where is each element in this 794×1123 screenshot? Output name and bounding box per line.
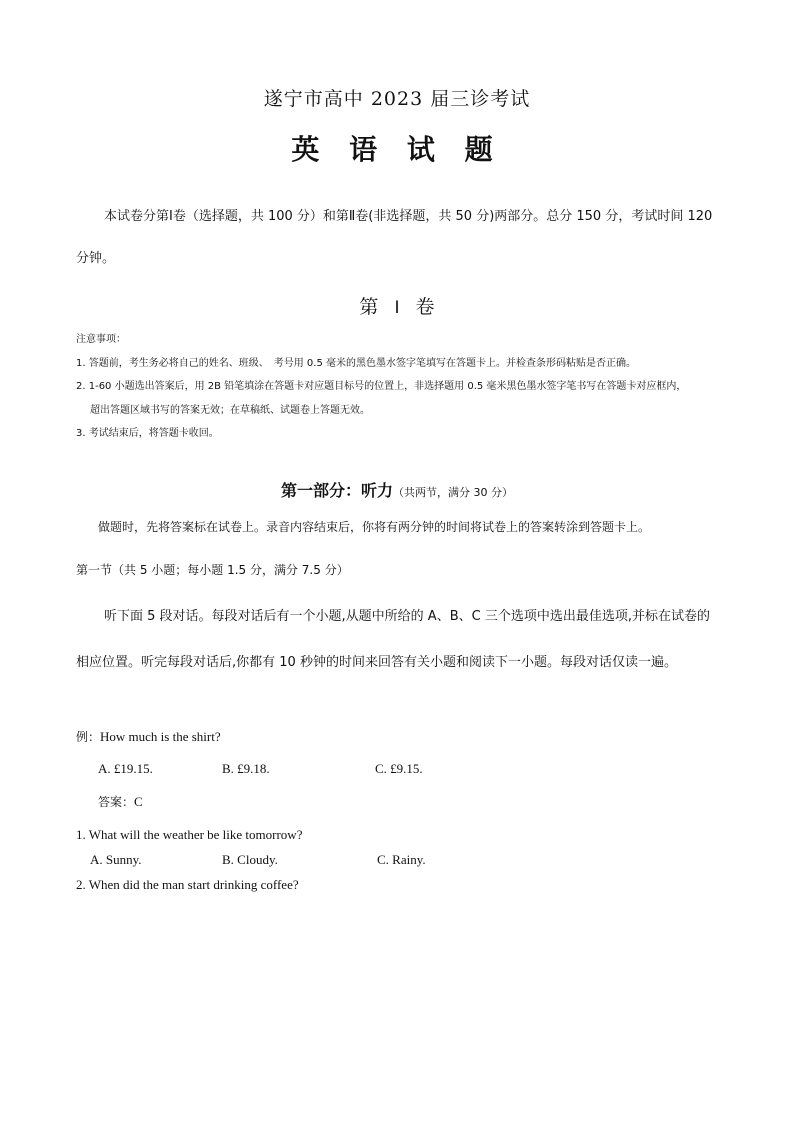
note-item: 2. 1-60 小题选出答案后，用 2B 铅笔填涂在答题卡对应题目标号的位置上，非选择题用 0.5 毫米黑色墨水签字笔书写在答题卡对应框内， [76, 381, 687, 392]
example-question [76, 728, 221, 745]
section-one-title: 第一节（共 5 小题；每小题 1.5 分，满分 7.5 分） [76, 563, 349, 577]
question-1: 1. What will the weather be like tomorrow? [76, 827, 303, 842]
example-label: 例： [76, 730, 101, 744]
option-a: A. Sunny. [90, 852, 142, 867]
note-item: 1. 答题前，考生务必将自己的姓名、班级、 考号用 0.5 毫米的黑色墨水签字笔填写在答题卡上。并检查条形码粘贴是否正确。 [76, 357, 636, 369]
note-item: 3. 考试结束后，将答题卡收回。 [76, 428, 219, 439]
option-a: A. £19.15. [98, 761, 153, 776]
part-one-score: （共两节，满分 30 分） [393, 486, 513, 499]
volume-numeral: Ⅰ [394, 298, 400, 317]
question-2: 2. When did the man start drinking coffee? [76, 877, 299, 892]
volume-prefix: 第 [359, 296, 379, 318]
exam-title: 遂宁市高中 2023 届三诊考试 [263, 88, 531, 110]
notes-block [76, 328, 726, 446]
option-c: C. £9.15. [375, 761, 423, 776]
example-answer [98, 793, 143, 810]
volume-suffix: 卷 [415, 296, 435, 318]
subject-title: 英 语 试 题 [291, 133, 503, 166]
notes-heading: 注意事项： [76, 334, 126, 345]
answer-value: C [134, 794, 143, 809]
part-one-heading: 第一部分：听力 [280, 481, 393, 500]
volume-title [0, 292, 794, 319]
part-one-instruction: 做题时，先将答案标在试卷上。录音内容结束后，你将有两分钟的时间将试卷上的答案转涂到答题卡上。 [98, 520, 651, 534]
example-question-text: How much is the shirt? [100, 729, 221, 744]
part-one-title [0, 478, 794, 501]
option-c: C. Rainy. [377, 852, 426, 867]
exam-intro: 本试卷分第Ⅰ卷（选择题，共 100 分）和第Ⅱ卷(非选择题，共 50 分)两部分。总分 150 分，考试时间 120 分钟。 [76, 209, 713, 266]
note-item: 超出答题区域书写的答案无效；在草稿纸、试题卷上答题无效。 [90, 404, 370, 416]
option-b: B. Cloudy. [222, 852, 278, 867]
section-one-instruction: 听下面 5 段对话。每段对话后有一个小题,从题中所给的 A、B、C 三个选项中选出最佳选项,并标在试卷的相应位置。听完每段对话后,你都有 10 秒钟的时间来回答有关小题和阅读下一小题。每段对话仅读一遍。 [76, 609, 710, 670]
option-b: B. £9.18. [222, 761, 270, 776]
answer-label: 答案： [98, 795, 135, 809]
